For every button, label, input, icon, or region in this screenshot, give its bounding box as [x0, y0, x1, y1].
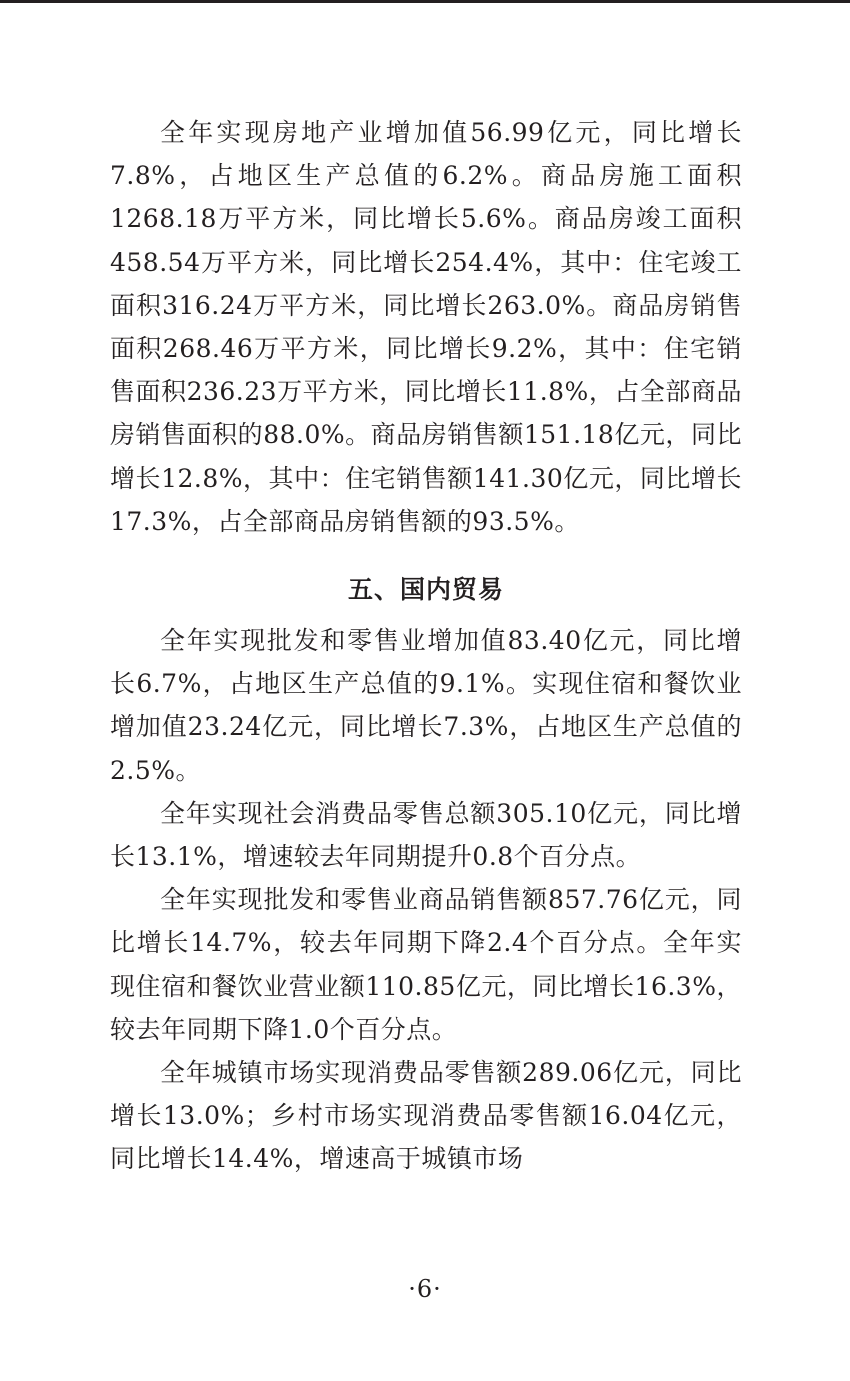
page-number: ·6· — [408, 1275, 442, 1303]
paragraph-wholesale-retail-sales: 全年实现批发和零售业商品销售额857.76亿元，同比增长14.7%，较去年同期下降2.4个百分点。全年实现住宿和餐饮业营业额110.85亿元，同比增长16.3%，较去年同期下降1.0个百分点。 — [110, 885, 742, 1044]
section-heading-domestic-trade: 五、国内贸易 — [347, 575, 504, 605]
document-body — [110, 111, 742, 1181]
paragraph-urban-rural-market: 全年城镇市场实现消费品零售额289.06亿元，同比增长13.0%；乡村市场实现消费品零售额16.04亿元，同比增长14.4%，增速高于城镇市场 — [110, 1058, 742, 1174]
paragraph-real-estate: 全年实现房地产业增加值56.99亿元，同比增长7.8%，占地区生产总值的6.2%。商品房施工面积1268.18万平方米，同比增长5.6%。商品房竣工面积458.54万平方米，同比增长254.4%，其中：住宅竣工面积316.24万平方米，同比增长263.0%。商品房销售面积268.46万平方米，同比增长9.2%，其中：住宅销售面积236.23万平方米，同比增长11.8%，占全部商品房销售面积的88.0%。商品房销售额151.18亿元，同比增长12.8%，其中：住宅销售额141.30亿元，同比增长17.3%，占全部商品房销售额的93.5%。 — [110, 118, 742, 536]
paragraph-retail-sales-total: 全年实现社会消费品零售总额305.10亿元，同比增长13.1%，增速较去年同期提升0.8个百分点。 — [110, 798, 742, 872]
top-border-rule — [0, 0, 850, 3]
paragraph-wholesale-retail-value-added: 全年实现批发和零售业增加值83.40亿元，同比增长6.7%，占地区生产总值的9.1%。实现住宿和餐饮业增加值23.24亿元，同比增长7.3%，占地区生产总值的2.5%。 — [110, 626, 742, 785]
